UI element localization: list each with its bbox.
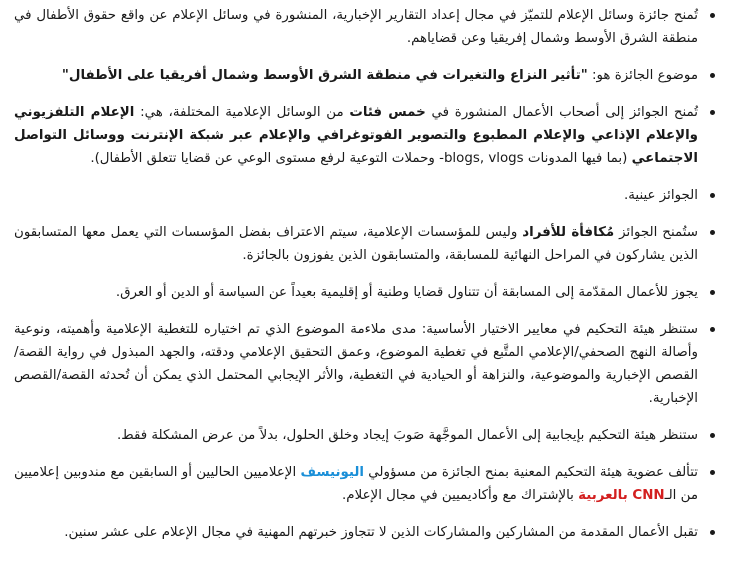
item-text: ستُمنح الجوائز: [614, 225, 698, 240]
item-text: الإعلاميين الحاليين أو السابقين مع مندوبين إعلاميين من الـ: [14, 465, 698, 503]
item-text: (بما فيها المدونات blogs, vlogs- وحملات التوعية لرفع مستوى الوعي عن قضايا تتعلق الأطفال).: [90, 151, 632, 166]
list-item: [14, 318, 720, 410]
list-item: [14, 424, 720, 447]
list-item: [14, 184, 720, 207]
item-text: ستنظر هيئة التحكيم في معايير الاختيار الأساسية: مدى ملاءمة الموضوع الذي تم اختياره للتغطية الإعلامية وأهميته، ونوعية وأصالة النهج الصحفي/الإعلامي المتَّبع في تغطية الموضوع، وعمق التحقيق الإعلامي ودقته، والجهد المبذول في رواية القصة/القصص الإخبارية والموضوعية، والنزاهة أو الحيادية في التغطية، والأثر الإيجابي المحتمل الذي يمكن أن تُحدثه القصة/القصص الإخبارية.: [14, 322, 698, 406]
cnn-arabic-name: CNN بالعربية: [578, 488, 665, 503]
list-item: [14, 281, 720, 304]
item-text: موضوع الجائزة هو:: [587, 68, 698, 83]
item-text: يجوز للأعمال المقدّمة إلى المسابقة أن تتناول قضايا وطنية أو إقليمية بعيداً عن السياسة أو الدين أو العرق.: [115, 285, 698, 300]
item-text: تُمنح جائزة وسائل الإعلام للتميّز في مجال إعداد التقارير الإخبارية، المنشورة في وسائل الإعلام عن واقع حقوق الأطفال في منطقة الشرق الأوسط وشمال إفريقيا وعن قضاياهم.: [14, 8, 698, 46]
item-text: من الوسائل الإعلامية المختلفة، هي:: [134, 105, 350, 120]
list-item: [14, 521, 720, 544]
list-item: [14, 461, 720, 507]
item-text: تقبل الأعمال المقدمة من المشاركين والمشاركات الذين لا تتجاوز خبرتهم المهنية في مجال الإعلام على عشر سنين.: [64, 525, 698, 540]
list-item: [14, 64, 720, 87]
item-text: الجوائز عينية.: [623, 188, 698, 203]
unicef-name: اليونيسف: [300, 465, 364, 480]
item-text: تُمنح الجوائز إلى أصحاب الأعمال المنشورة في: [425, 105, 698, 120]
item-text: وليس للمؤسسات الإعلامية، سيتم الاعتراف بفضل المؤسسات التي يعمل معها المتسابقون الذين يشاركون في المراحل النهائية للمسابقة، والمتسابقون الذين يفوزون بالجائزة.: [14, 225, 698, 263]
bold-text: مُكافأة للأفراد: [522, 225, 615, 240]
item-text: تتألف عضوية هيئة التحكيم المعنية بمنح الجائزة من مسؤولي: [364, 465, 699, 480]
media-categories: الإعلام التلفزيوني والإعلام الإذاعي والإعلام المطبوع والتصوير الفوتوغرافي والإعلام عبر شبكة الإنترنت ووسائل التواصل الاجتماعي: [14, 105, 698, 166]
list-item: [14, 101, 720, 170]
bold-text: خمس فئات: [349, 105, 426, 120]
rules-list: [14, 4, 720, 544]
list-item: [14, 4, 720, 50]
item-text: بالإشتراك مع وأكاديميين في مجال الإعلام.: [342, 488, 579, 503]
item-text: ستنظر هيئة التحكيم بإيجابية إلى الأعمال الموجَّهة صَوبَ إيجاد وخلق الحلول، بدلاً من عرض المشكلة فقط.: [116, 428, 698, 443]
list-item: [14, 221, 720, 267]
award-theme: "تأثير النزاع والتغيرات في منطقة الشرق الأوسط وشمال أفريقيا على الأطفال": [61, 68, 588, 83]
